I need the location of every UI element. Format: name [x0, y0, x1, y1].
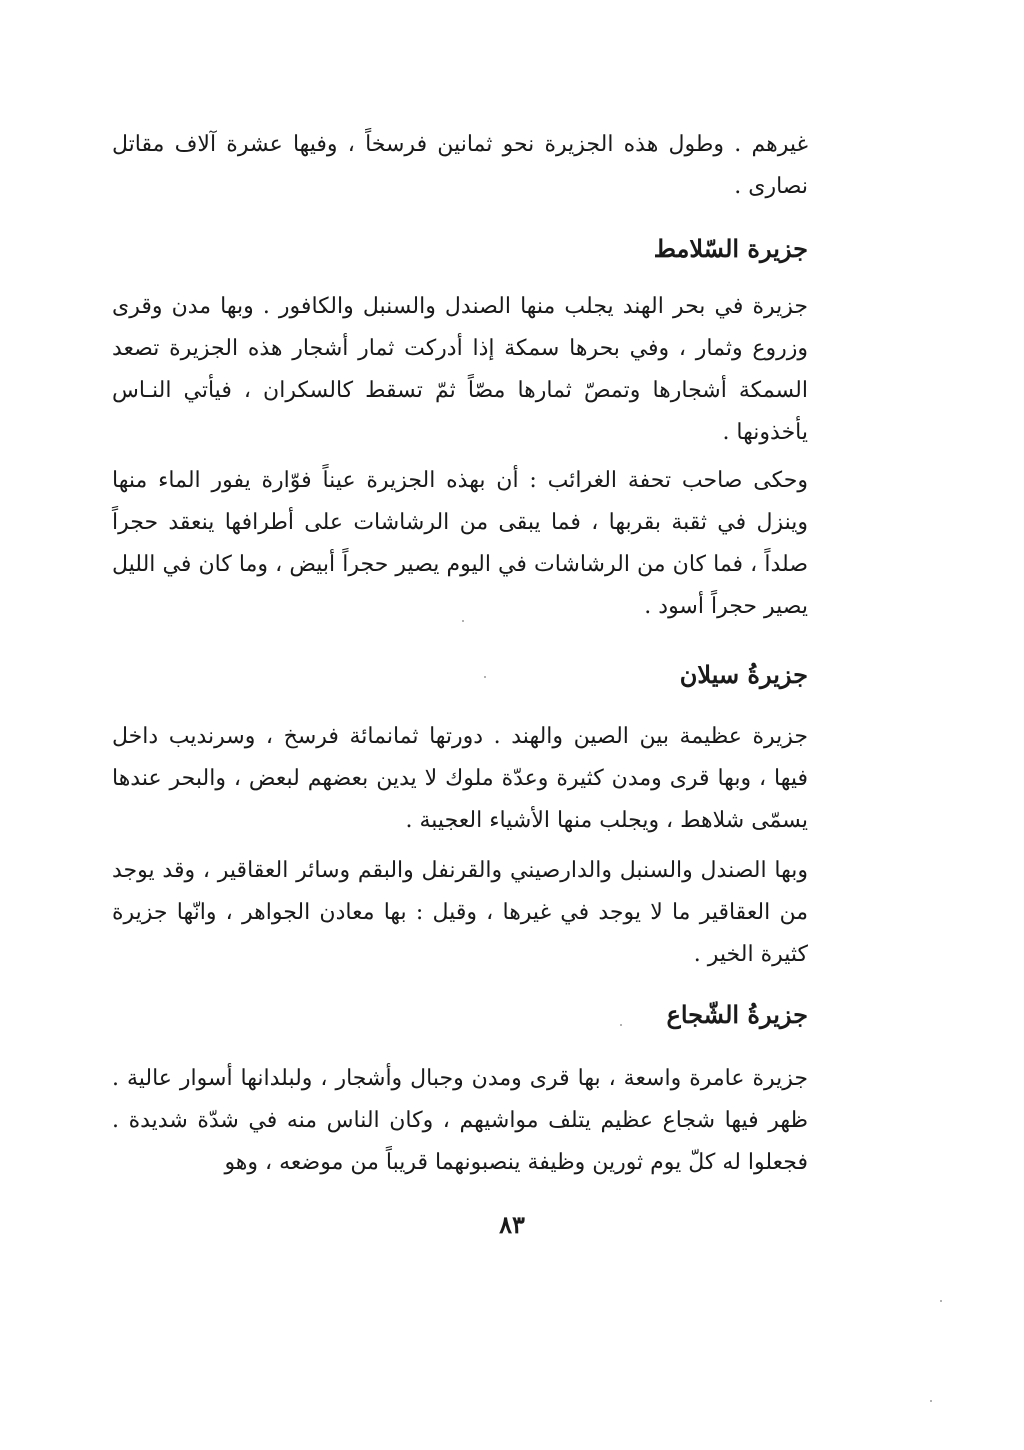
paragraph-continuation: غيرهم . وطول هذه الجزيرة نحو ثمانين فرسخاً ، وفيها عشرة آلاف مقاتل نصارى . — [112, 132, 808, 199]
scan-speck — [484, 676, 486, 678]
paragraph-ceylon-spices: وبها الصندل والسنبل والدارصيني والقرنفل والبقم وسائر العقاقير ، وقد يوجد من العقاقير ما لا يوجد في غيرها ، وقيل : بها معادن الجواهر ، وانّها جزيرة كثيرة الخير . — [112, 858, 808, 967]
paragraph-serpent-description: جزيرة عامرة واسعة ، بها قرى ومدن وجبال وأشجار ، ولبلدانها أسوار عالية . ظهر فيها شجاع عظيم يتلف مواشيهم ، وكان الناس منه في شدّة شديدة . فجعلوا له كلّ يوم ثورين وظيفة ينصبونهما قريباً من موضعه ، وهو — [112, 1066, 808, 1175]
scan-speck — [620, 1024, 622, 1026]
heading-salamit-island: جزيرة السّلامط — [653, 234, 808, 263]
scan-speck — [940, 1300, 942, 1302]
page-number: ٨٣ — [499, 1210, 525, 1239]
heading-serpent-island: جزيرةُ الشّجاع — [666, 1000, 808, 1029]
paragraph-ceylon-description: جزيرة عظيمة بين الصين والهند . دورتها ثمانمائة فرسخ ، وسرنديب داخل فيها ، وبها قرى ومدن كثيرة وعدّة ملوك لا يدين بعضهم لبعض ، والبحر عندها يسمّى شلاهط ، ويجلب منها الأشياء العجيبة . — [112, 724, 808, 833]
paragraph-salamit-description: جزيرة في بحر الهند يجلب منها الصندل والسنبل والكافور . وبها مدن وقرى وزروع وثمار ، وفي بحرها سمكة إذا أدركت ثمار أشجار هذه الجزيرة تصعد السمكة أشجارها وتمصّ ثمارها مصّاً ثمّ تسقط كالسكران ، فيأتي النـاس يأخذونها . — [112, 294, 808, 445]
heading-ceylon-island: جزيرةُ سيلان — [679, 660, 808, 689]
scan-speck — [462, 620, 464, 622]
scan-speck — [930, 1400, 932, 1402]
paragraph-salamit-spring: وحكى صاحب تحفة الغرائب : أن بهذه الجزيرة عيناً فوّارة يفور الماء منها وينزل في ثقبة بقربها ، فما يبقى من الرشاشات على أطرافها ينعقد حجراً صلداً ، فما كان من الرشاشات في اليوم يصير حجراً أبيض ، وما كان في الليل يصير حجراً أسود . — [112, 468, 808, 619]
